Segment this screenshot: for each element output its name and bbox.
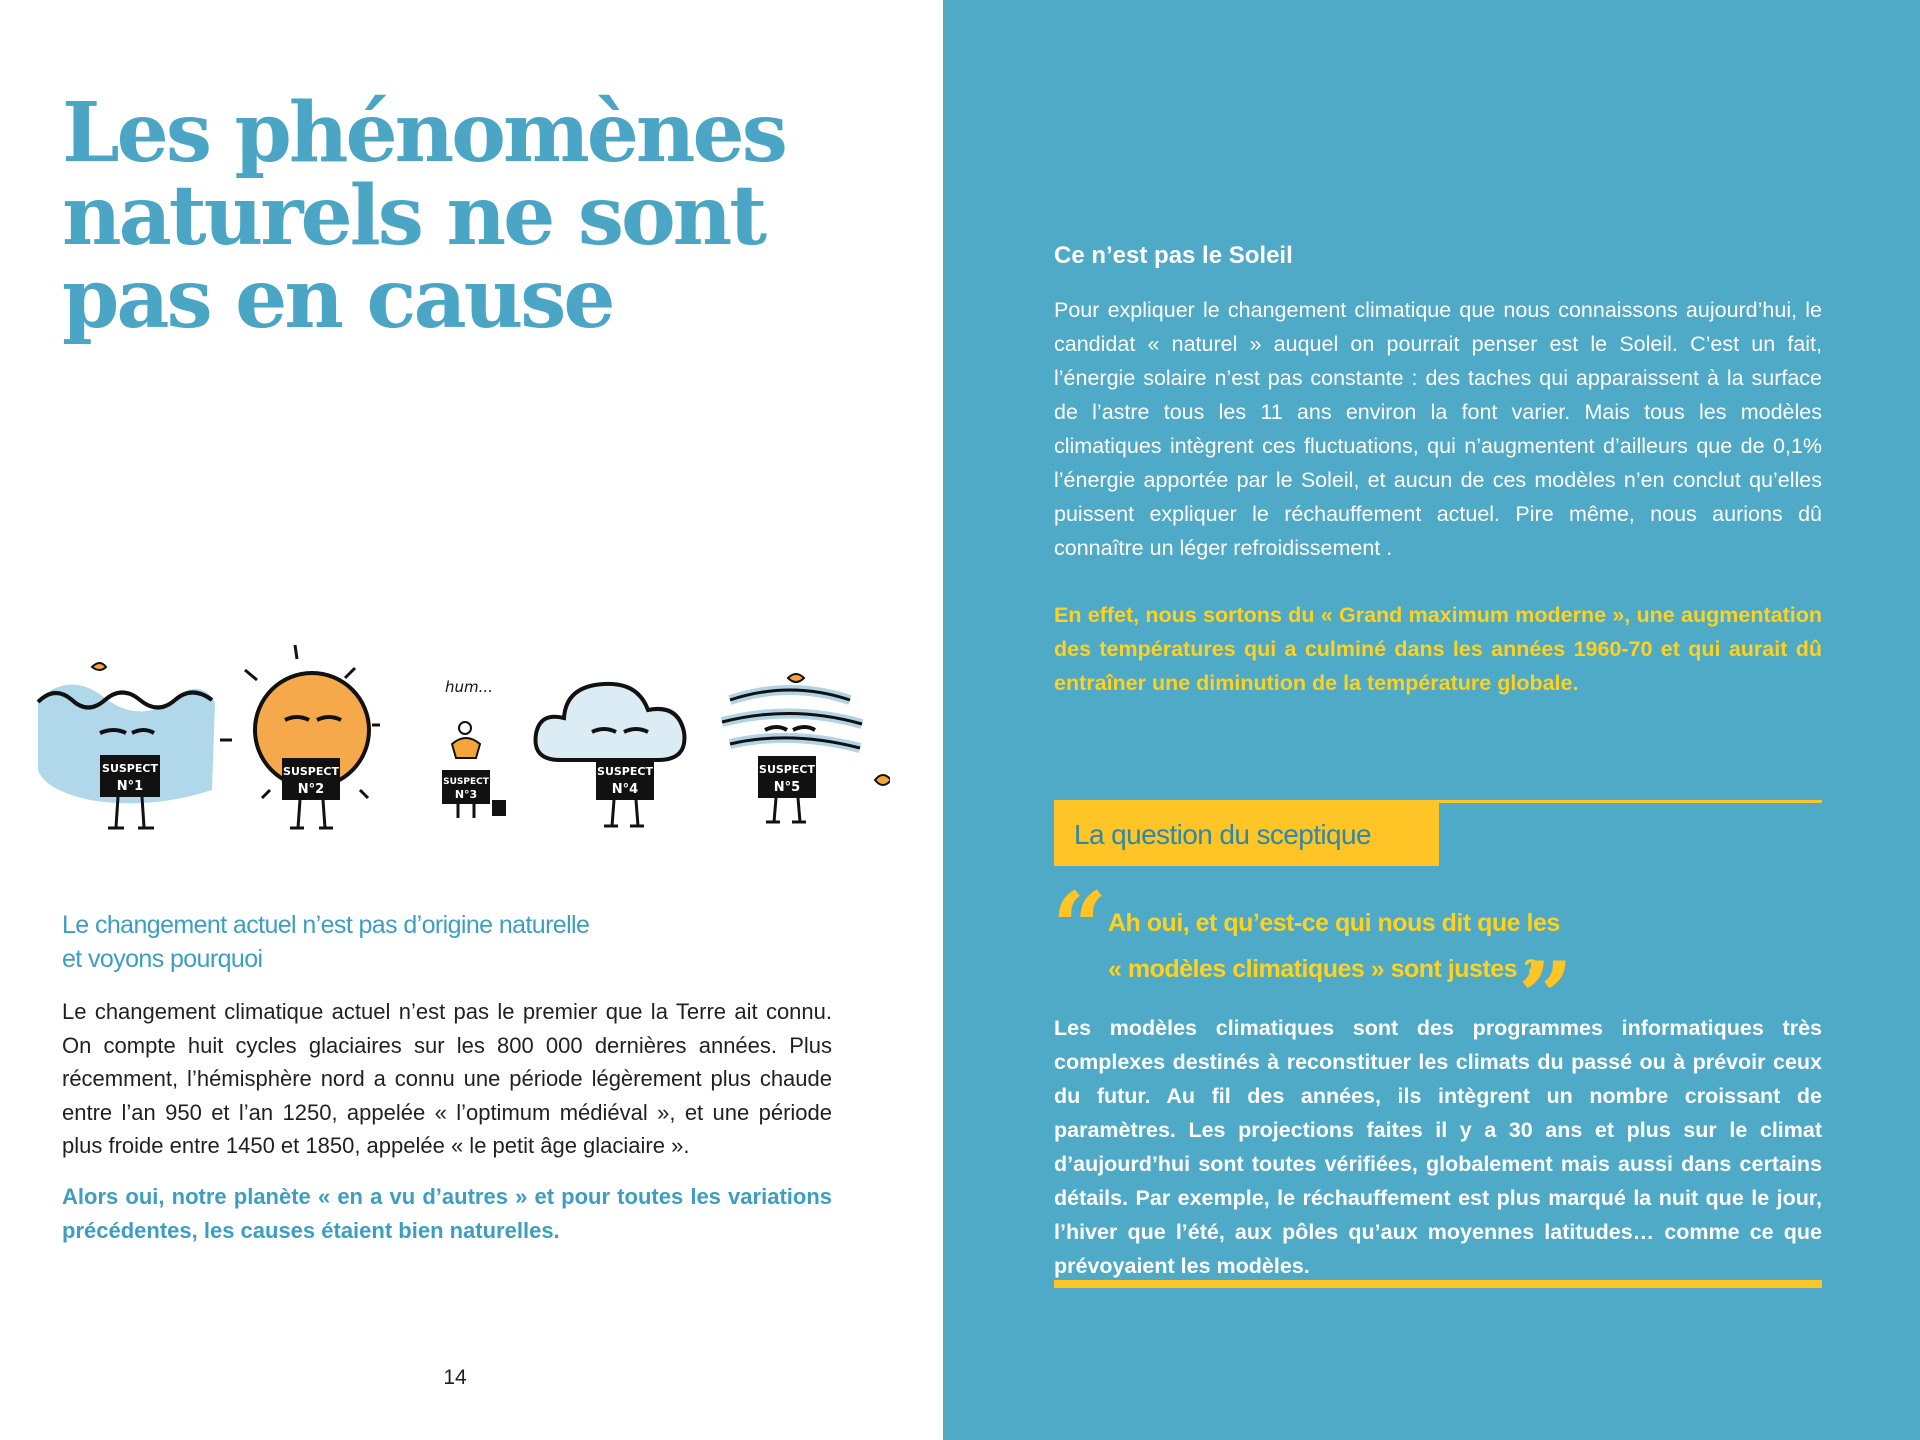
- sceptic-quote: [1108, 900, 1568, 992]
- sceptic-label-box: [1054, 803, 1439, 866]
- suspect-sun: [220, 645, 380, 828]
- suspect-3-sign-bottom: N°3: [454, 788, 478, 801]
- quote-line1: Ah oui, et qu’est-ce qui nous dit que les: [1108, 909, 1560, 937]
- suspect-4-sign-bottom: N°4: [611, 782, 639, 797]
- suspect-5-sign-bottom: N°5: [773, 780, 801, 795]
- suspect-2-sign-top: SUSPECT: [283, 765, 339, 778]
- page-number: 14: [443, 1366, 467, 1389]
- suspect-3-speech: hum...: [445, 678, 493, 696]
- suspect-3-sign-top: SUSPECT: [443, 777, 489, 787]
- section-heading-line2: et voyons pourquoi: [62, 945, 263, 973]
- section-heading: [62, 908, 682, 976]
- sceptic-bottom-rule: [1054, 1280, 1822, 1288]
- suspects-illustration: [30, 630, 890, 845]
- suspect-5-sign-top: SUSPECT: [759, 763, 815, 776]
- suspect-4-sign-top: SUSPECT: [597, 765, 653, 778]
- close-quote-icon: ”: [1518, 941, 1574, 1054]
- highlight-paragraph: Alors oui, notre planète « en a vu d’autres » et pour toutes les variations précédentes, les causes étaient bien naturelles.: [62, 1184, 832, 1243]
- suspect-cloud: [536, 684, 685, 826]
- suspect-human: [442, 678, 506, 818]
- suspect-1-sign-bottom: N°1: [116, 779, 144, 794]
- section-heading-line1: Le changement actuel n’est pas d’origine naturelle: [62, 911, 590, 939]
- suspect-ocean: [38, 663, 215, 828]
- body-paragraph: Le changement climatique actuel n’est pas le premier que la Terre ait connu. On compte huit cycles glaciaires sur les 800 000 dernières années. Plus récemment, l’hémisphère nord a connu une période légèrement plus chaude entre l’an 950 et l’an 1250, appelée « l’optimum médiéval », et une période plus froide entre 1450 et 1850, appelée « le petit âge glaciaire ».: [62, 999, 832, 1159]
- sun-paragraph: Pour expliquer le changement climatique que nous connaissons aujourd’hui, le candidat « naturel » auquel on pourrait penser est le Soleil. C’est un fait, l’énergie solaire n’est pas constante : des taches qui apparaissent à la surface de l’astre tous les 11 ans environ la font varier. Mais tous les modèles climatiques intègrent ces fluctuations, qui n’augmentent d’ailleurs que de 0,1% l’énergie apportée par le Soleil, et aucun de ces modèles n’en conclut qu’elles puissent expliquer le réchauffement actuel. Pire même, nous aurions dû connaître un léger refroidissement .: [1054, 298, 1822, 560]
- sceptic-label: La question du sceptique: [1074, 818, 1371, 850]
- left-page: [0, 0, 943, 1440]
- sceptic-answer: Les modèles climatiques sont des programmes informatiques très complexes destinés à reconstituer les climats du passé ou à prévoir ceux du futur. Au fil des années, ils intègrent un nombre croissant de paramètres. Les projections faites il y a 30 ans et plus sur le climat d’aujourd’hui sont toutes vérifiées, globalement mais aussi dans certains détails. Par exemple, le réchauffement est plus marqué la nuit que le jour, l’hiver que l’été, aux pôles qu’aux moyennes latitudes… comme ce que prévoyaient les modèles.: [1054, 1016, 1822, 1278]
- suspect-1-sign-top: SUSPECT: [102, 762, 158, 775]
- suspect-wind: [722, 674, 890, 822]
- quote-line2: « modèles climatiques » sont justes ?: [1108, 955, 1539, 983]
- page-title: Les phénomènes naturels ne sont pas en cause: [62, 85, 785, 347]
- sun-highlight: En effet, nous sortons du « Grand maximum moderne », une augmentation des températures qui a culminé dans les années 1960-70 et qui aurait dû entraîner une diminution de la température globale.: [1054, 603, 1822, 695]
- right-page: [943, 0, 1920, 1440]
- suspect-2-sign-bottom: N°2: [297, 782, 325, 797]
- open-quote-icon: “: [1052, 871, 1108, 984]
- sun-heading: Ce n’est pas le Soleil: [1054, 242, 1293, 269]
